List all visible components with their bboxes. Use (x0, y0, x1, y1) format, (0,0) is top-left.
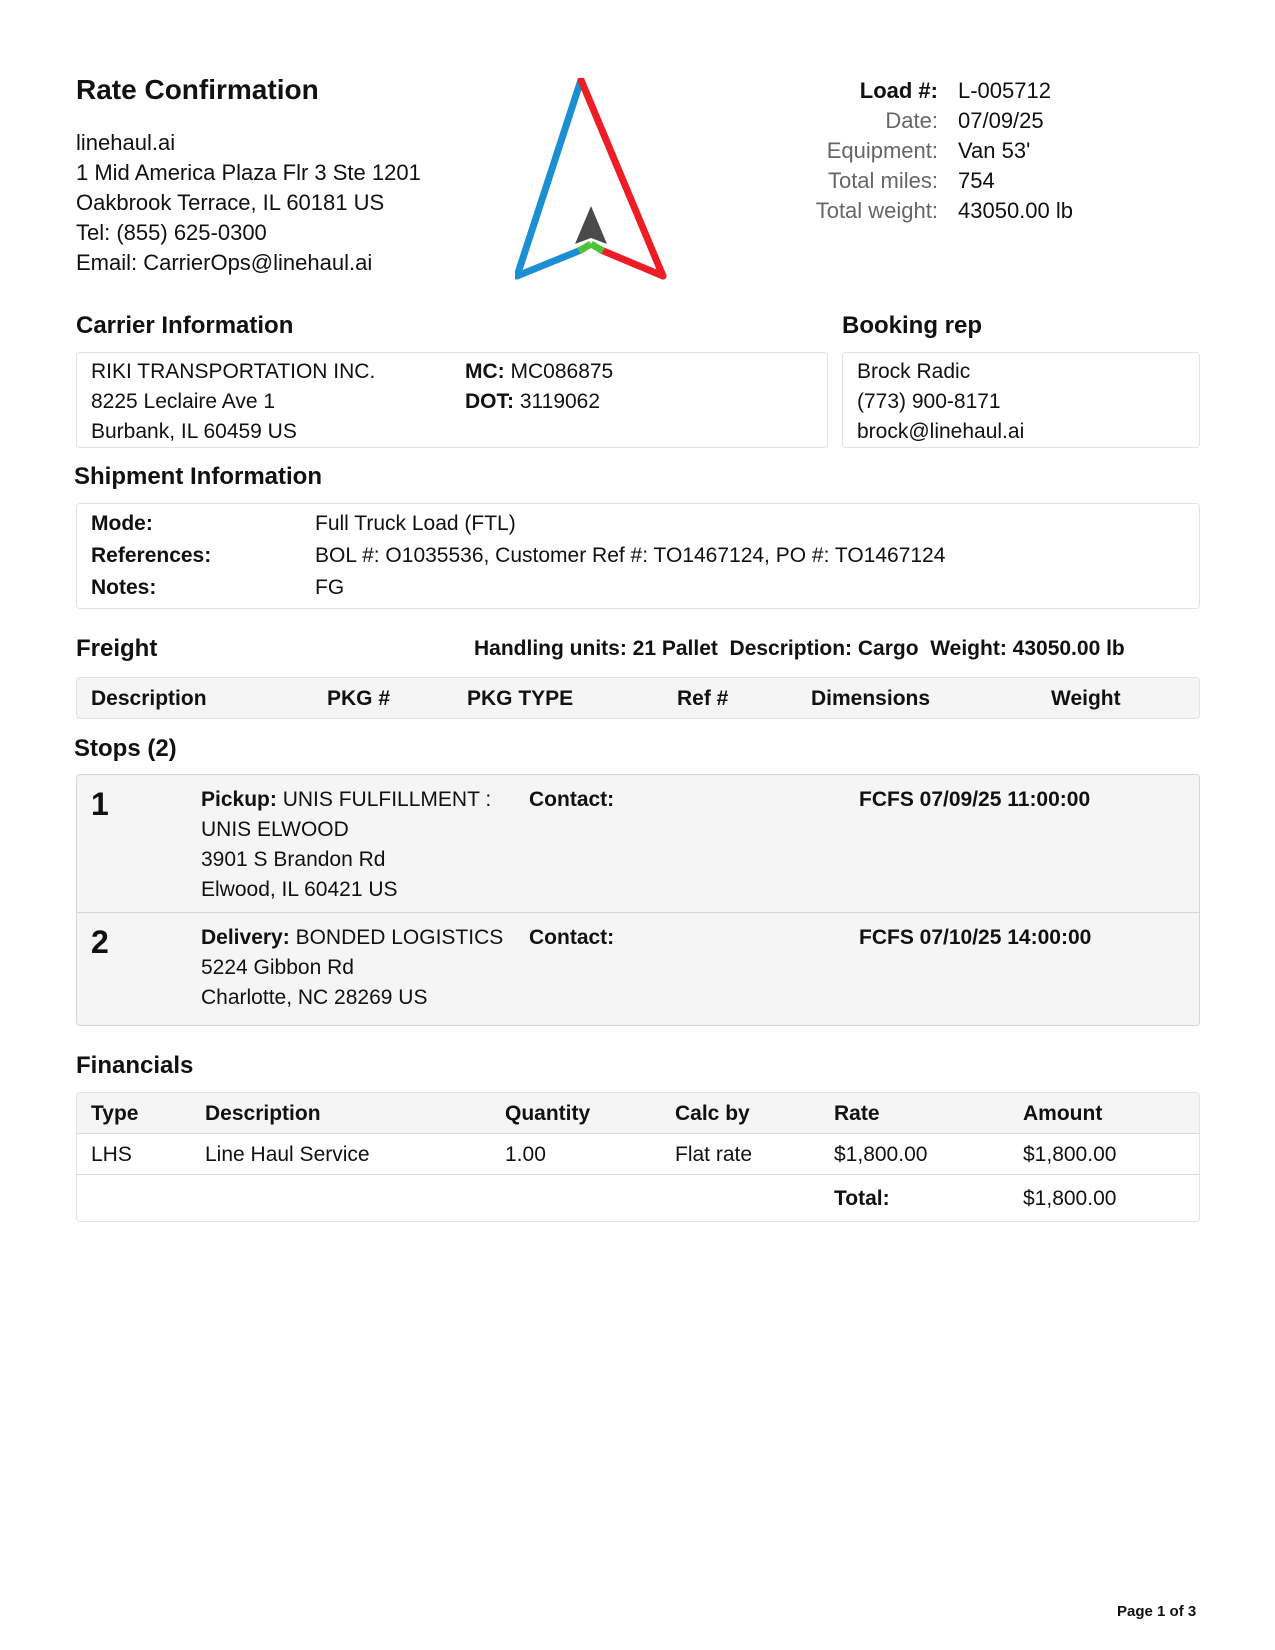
company-email: Email: CarrierOps@linehaul.ai (76, 250, 373, 275)
freight-table-header (76, 677, 1200, 719)
total-weight-value: 43050.00 lb (958, 198, 1073, 223)
fin-cell-quantity: 1.00 (505, 1143, 546, 1166)
stop-contact-label: Contact: (529, 788, 615, 811)
freight-col-pkg-type: PKG TYPE (467, 687, 574, 710)
notes-value: FG (315, 576, 345, 599)
booking-rep-title: Booking rep (842, 312, 983, 339)
total-miles-label: Total miles: (827, 168, 938, 193)
stop-address (201, 923, 541, 1013)
equipment-value: Van 53' (958, 138, 1031, 163)
fin-col-description: Description (205, 1102, 321, 1125)
date-value: 07/09/25 (958, 108, 1044, 133)
carrier-section-title: Carrier Information (76, 312, 294, 339)
date-row (780, 106, 1073, 136)
financials-total-row (77, 1175, 1199, 1221)
total-miles-value: 754 (958, 168, 995, 193)
stop-address-line-1: 5224 Gibbon Rd (201, 956, 354, 979)
fin-col-amount: Amount (1023, 1102, 1103, 1125)
load-details (780, 76, 1073, 226)
booking-rep-box (842, 352, 1200, 448)
booking-rep-phone: (773) 900-8171 (857, 390, 1001, 413)
equipment-label: Equipment: (826, 138, 938, 163)
financials-header-row (77, 1093, 1199, 1134)
fin-col-type: Type (91, 1102, 139, 1125)
shipment-section-title: Shipment Information (74, 463, 322, 490)
stop-name: BONDED LOGISTICS (295, 926, 504, 949)
dot-row (465, 387, 613, 417)
stop-number: 1 (91, 786, 109, 822)
mode-row (91, 508, 1185, 540)
load-number-row (780, 76, 1073, 106)
shipment-box (76, 503, 1200, 609)
freight-section-title: Freight (76, 635, 158, 662)
stop-address-line-2: Elwood, IL 60421 US (201, 878, 398, 901)
stop-row (77, 775, 1199, 913)
company-address-line-2: Oakbrook Terrace, IL 60181 US (76, 190, 385, 215)
stop-contact-label: Contact: (529, 926, 615, 949)
references-row (91, 540, 1185, 572)
notes-row (91, 572, 1185, 604)
fin-cell-description: Line Haul Service (205, 1143, 370, 1166)
company-block (76, 128, 421, 278)
stop-type-label: Delivery: (201, 926, 290, 949)
freight-col-pkg-number: PKG # (327, 687, 391, 710)
mc-value: MC086875 (510, 360, 614, 383)
references-label: References: (91, 544, 212, 567)
booking-rep-email: brock@linehaul.ai (857, 420, 1025, 443)
load-number-value: L-005712 (958, 78, 1051, 103)
carrier-address (91, 357, 375, 447)
stops-section-title: Stops (2) (74, 735, 177, 762)
freight-col-weight: Weight (1051, 687, 1121, 710)
total-value: $1,800.00 (1023, 1187, 1117, 1210)
carrier-address-line-1: 8225 Leclaire Ave 1 (91, 390, 276, 413)
mc-label: MC: (465, 360, 505, 383)
fin-col-rate: Rate (834, 1102, 880, 1125)
total-weight-row (780, 196, 1073, 226)
date-label: Date: (885, 108, 938, 133)
dot-value: 3119062 (519, 390, 601, 413)
fin-cell-type: LHS (91, 1143, 132, 1166)
carrier-address-line-2: Burbank, IL 60459 US (91, 420, 297, 443)
stop-address-line-2: Charlotte, NC 28269 US (201, 986, 428, 1009)
navigation-arrow-icon (515, 78, 705, 300)
carrier-name: RIKI TRANSPORTATION INC. (91, 360, 376, 383)
company-name: linehaul.ai (76, 130, 176, 155)
booking-rep-name: Brock Radic (857, 360, 971, 383)
total-miles-row (780, 166, 1073, 196)
stop-time: FCFS 07/10/25 14:00:00 (859, 926, 1092, 949)
notes-label: Notes: (91, 576, 157, 599)
stop-name: UNIS FULFILLMENT : UNIS ELWOOD (201, 788, 492, 841)
fin-col-quantity: Quantity (505, 1102, 591, 1125)
stop-address-line-1: 3901 S Brandon Rd (201, 848, 386, 871)
financials-table (76, 1092, 1200, 1222)
fin-cell-calc-by: Flat rate (675, 1143, 753, 1166)
freight-summary: Handling units: 21 Pallet Description: Cargo Weight: 43050.00 lb (474, 637, 1125, 660)
load-number-label: Load #: (859, 78, 938, 103)
stops-box (76, 774, 1200, 1026)
dot-label: DOT: (465, 390, 514, 413)
fin-cell-amount: $1,800.00 (1023, 1143, 1117, 1166)
financials-section-title: Financials (76, 1052, 194, 1079)
freight-col-description: Description (91, 687, 207, 710)
carrier-ids (465, 357, 613, 417)
stop-name-line (201, 923, 541, 953)
table-row (77, 1134, 1199, 1175)
equipment-row (780, 136, 1073, 166)
stop-row (77, 913, 1199, 1025)
carrier-box (76, 352, 828, 448)
stop-address (201, 785, 521, 905)
stop-name-line (201, 785, 521, 845)
page-number: Page 1 of 3 (1117, 1603, 1197, 1620)
stop-type-label: Pickup: (201, 788, 277, 811)
fin-col-calc-by: Calc by (675, 1102, 750, 1125)
total-label: Total: (834, 1187, 890, 1210)
fin-cell-rate: $1,800.00 (834, 1143, 928, 1166)
mode-value: Full Truck Load (FTL) (315, 512, 516, 535)
stop-time: FCFS 07/09/25 11:00:00 (859, 788, 1091, 811)
references-value: BOL #: O1035536, Customer Ref #: TO1467124, PO #: TO1467124 (315, 544, 946, 567)
mc-row (465, 357, 613, 387)
total-weight-label: Total weight: (815, 198, 938, 223)
freight-col-ref: Ref # (677, 687, 729, 710)
stop-number: 2 (91, 924, 109, 960)
company-phone: Tel: (855) 625-0300 (76, 220, 267, 245)
mode-label: Mode: (91, 512, 153, 535)
freight-col-dimensions: Dimensions (811, 687, 931, 710)
company-address-line-1: 1 Mid America Plaza Flr 3 Ste 1201 (76, 160, 421, 185)
page-title: Rate Confirmation (76, 74, 319, 105)
